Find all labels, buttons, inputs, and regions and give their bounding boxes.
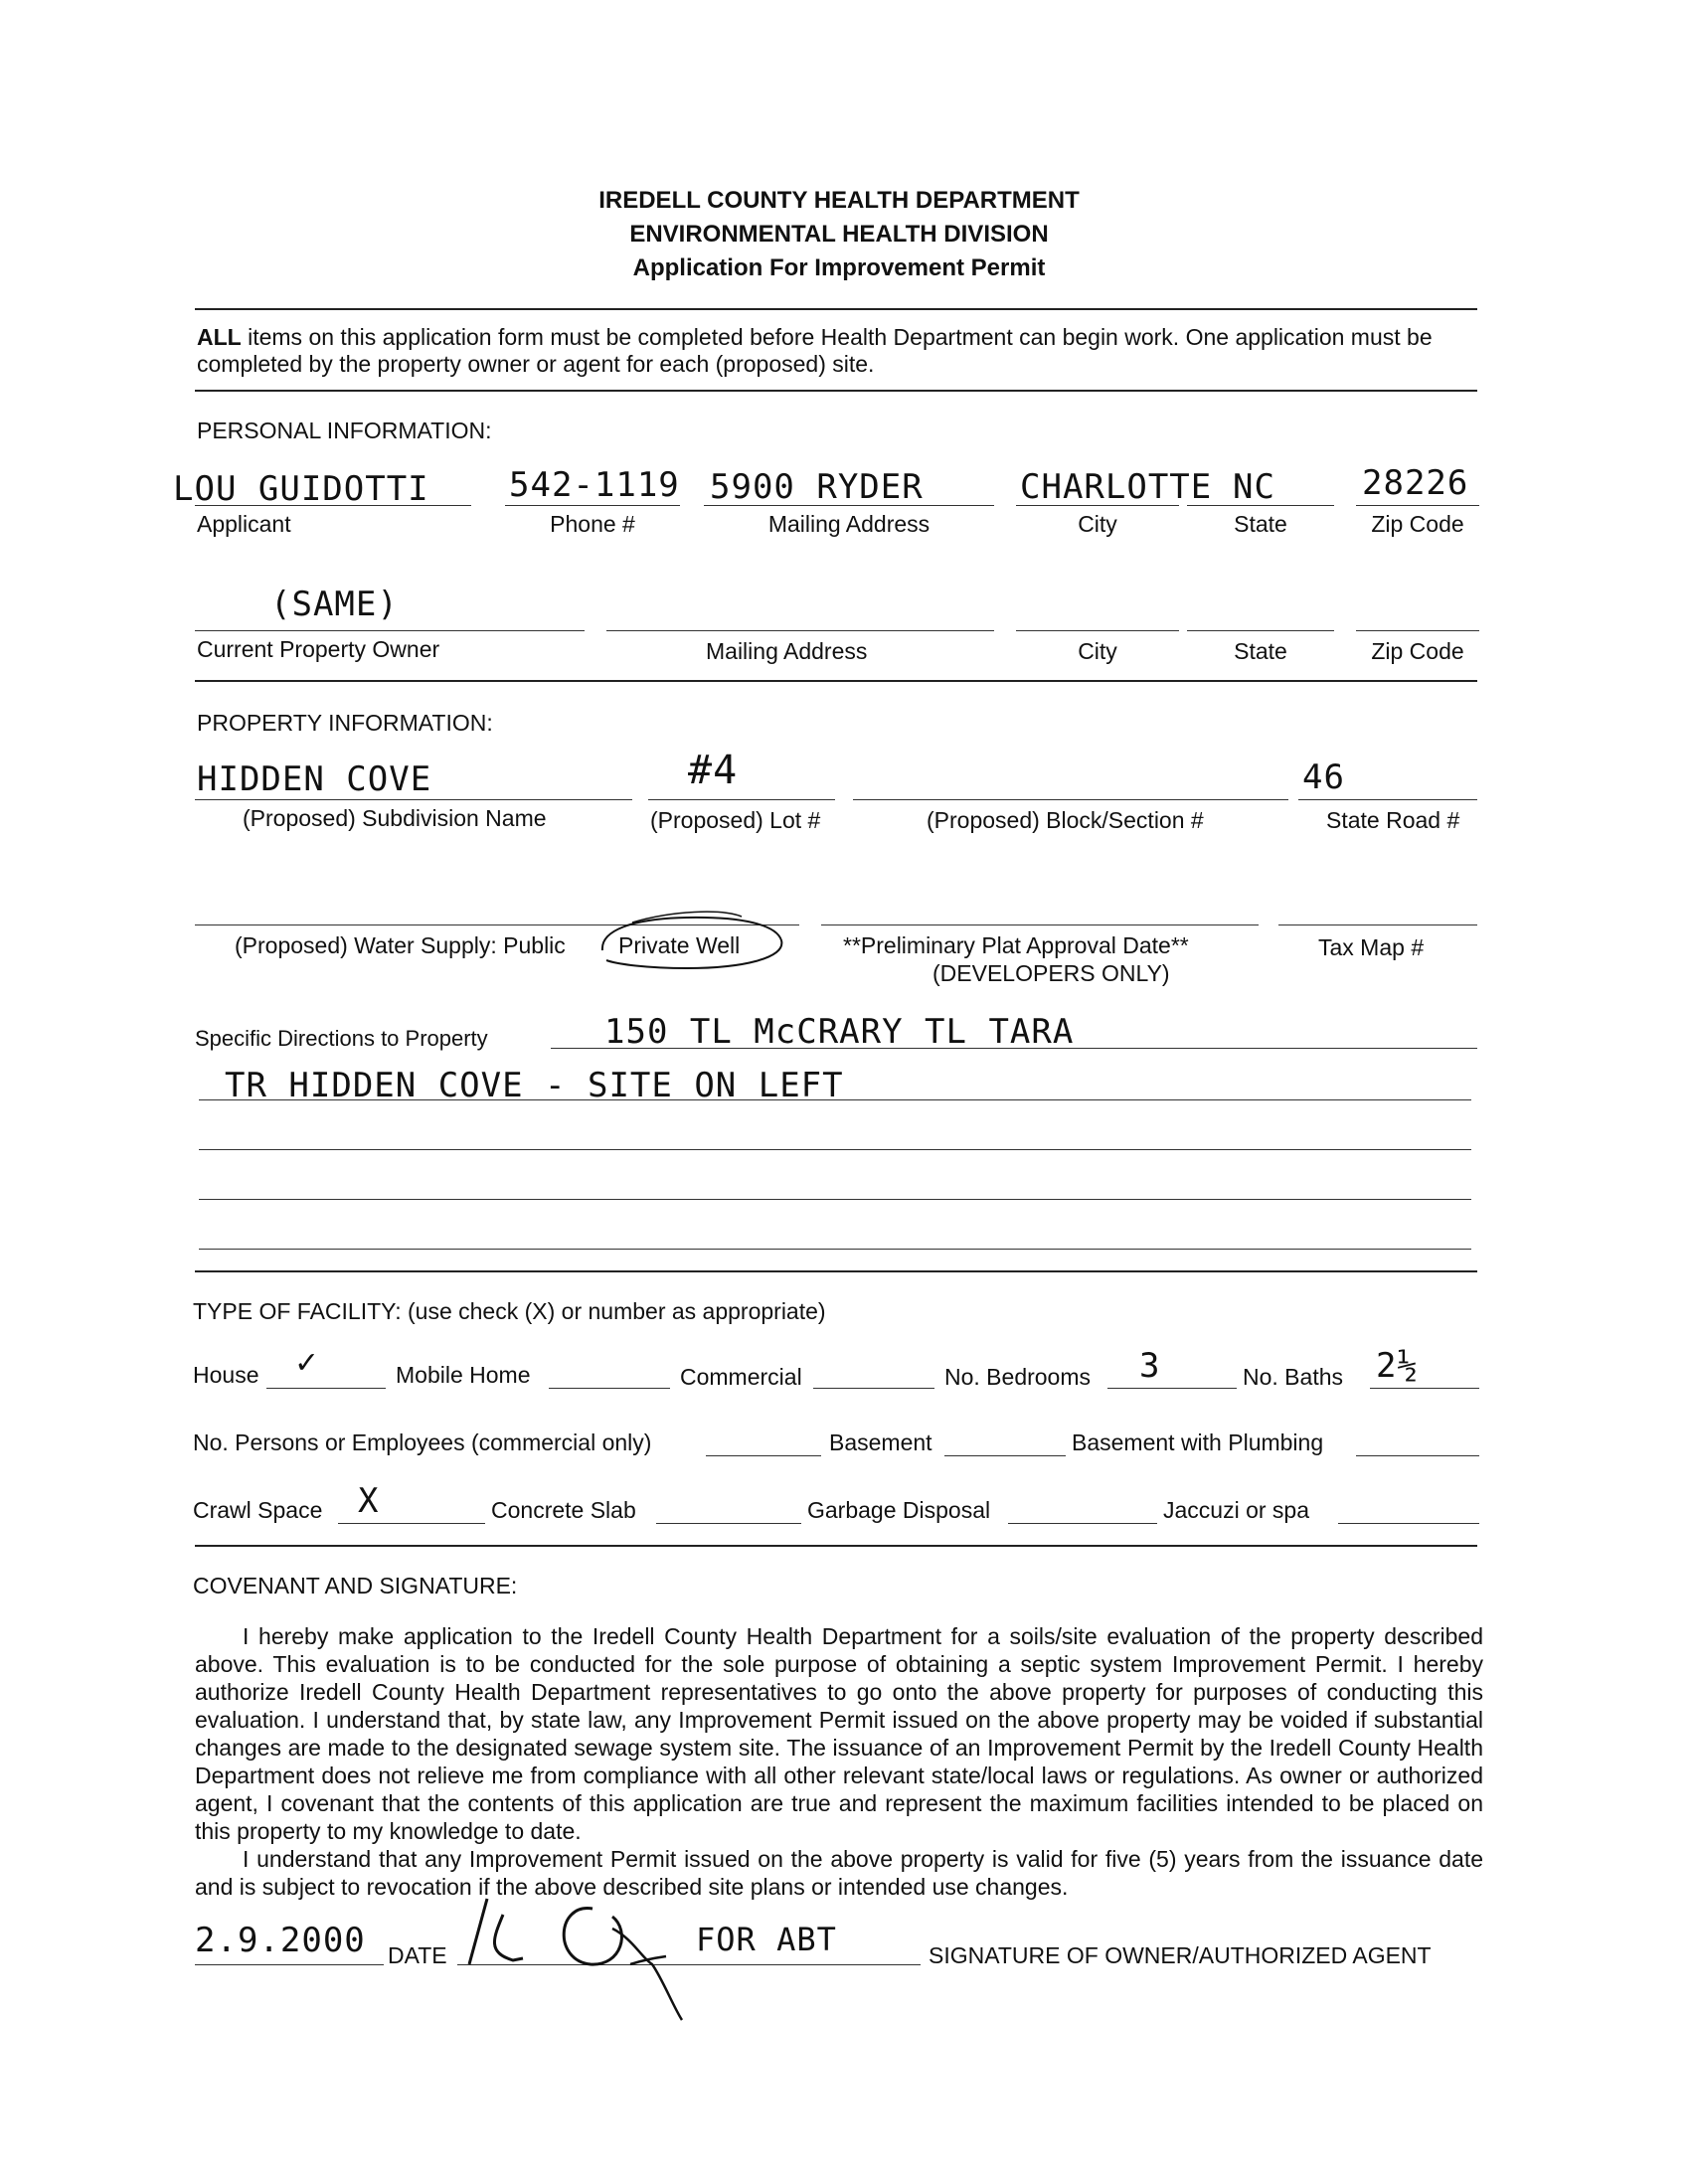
signature-label: SIGNATURE OF OWNER/AUTHORIZED AGENT [929, 1942, 1432, 1968]
city-line [1016, 505, 1179, 506]
directions-line-5 [199, 1249, 1471, 1250]
intro-rule [195, 390, 1477, 392]
date-line [195, 1964, 384, 1965]
covenant-heading: COVENANT AND SIGNATURE: [193, 1573, 518, 1598]
house-value[interactable]: ✓ [296, 1342, 318, 1382]
owner-state-label: State [1234, 638, 1287, 664]
header-rule [195, 308, 1477, 310]
date-label: DATE [388, 1942, 447, 1968]
block-label: (Proposed) Block/Section # [927, 807, 1204, 833]
persons-label: No. Persons or Employees (commercial only) [193, 1429, 652, 1455]
facility-rule [195, 1545, 1477, 1547]
personal-heading: PERSONAL INFORMATION: [197, 418, 492, 443]
lot-value[interactable]: #4 [688, 748, 739, 793]
property-rule [195, 1270, 1477, 1272]
owner-label: Current Property Owner [197, 636, 440, 662]
owner-line [195, 630, 585, 631]
bedrooms-line [1107, 1388, 1237, 1389]
plat-sublabel: (DEVELOPERS ONLY) [932, 960, 1170, 986]
bedrooms-value[interactable]: 3 [1139, 1346, 1161, 1386]
circled-selection-mark [593, 901, 791, 972]
concrete-slab-line [656, 1523, 801, 1524]
directions-line2-value[interactable]: TR HIDDEN COVE - SITE ON LEFT [225, 1066, 844, 1105]
zip-value[interactable]: 28226 [1362, 463, 1469, 503]
state-value[interactable]: NC [1233, 467, 1275, 507]
covenant-paragraph-1: I hereby make application to the Iredell County Health Department for a soils/site evaluation of the property described above. This evaluation is to be conducted for the sole purpose of obtaining a septic system Improvement Permit. I hereby authorize Iredell County Health Department representatives to go onto the above property for purposes of conducting this evaluation. I understand that, by state law, any Improvement Permit issued on the above property may be voided if substantial changes are made to the designated sewage system site. The issuance of an Improvement Permit by the Iredell County Health Department does not relieve me from compliance with all other relevant state/local laws or regulations. As owner or authorized agent, I covenant that the contents of this application are true and represent the maximum facilities intended to be placed on this property to my knowledge to date. [195, 1623, 1483, 1844]
mailing-label: Mailing Address [767, 511, 931, 537]
signature-suffix[interactable]: FOR ABT [696, 1921, 837, 1958]
city-label: City [1078, 511, 1117, 537]
phone-label: Phone # [550, 511, 635, 537]
owner-zip-label: Zip Code [1371, 638, 1464, 664]
intro-body: items on this application form must be completed before Health Department can begin work. One application must be completed by the property owner or agent for each (proposed) site. [197, 324, 1433, 377]
mailing-address-value[interactable]: 5900 RYDER [710, 467, 924, 507]
concrete-slab-label: Concrete Slab [491, 1497, 636, 1523]
commercial-line [813, 1388, 934, 1389]
applicant-line [195, 505, 471, 506]
crawl-space-line [338, 1523, 485, 1524]
mailing-line [704, 505, 994, 506]
division-title: ENVIRONMENTAL HEALTH DIVISION [629, 221, 1049, 248]
taxmap-label: Tax Map # [1318, 934, 1425, 960]
directions-line-2 [199, 1099, 1471, 1100]
phone-line [505, 505, 680, 506]
owner-mailing-label: Mailing Address [706, 638, 868, 664]
intro-bold: ALL [197, 324, 242, 350]
form-title: Application For Improvement Permit [632, 254, 1046, 281]
state-label: State [1234, 511, 1287, 537]
block-line [853, 799, 1288, 800]
covenant-paragraph-2: I understand that any Improvement Permit issued on the above property is valid for five (5) years from the issuance date and is subject to revocation if the above described site plans or intended use changes. [195, 1846, 1483, 1900]
personal-rule [195, 680, 1477, 682]
basement-line [944, 1455, 1066, 1456]
road-line [1298, 799, 1477, 800]
department-title: IREDELL COUNTY HEALTH DEPARTMENT [598, 187, 1080, 214]
garbage-disposal-line [1008, 1523, 1157, 1524]
baths-value[interactable]: 2½ [1376, 1346, 1419, 1386]
jacuzzi-line [1338, 1523, 1479, 1524]
owner-zip-line [1356, 630, 1479, 631]
subdivision-line [195, 799, 632, 800]
taxmap-line [1278, 924, 1477, 925]
water-supply-label: (Proposed) Water Supply: Public [235, 932, 566, 958]
applicant-label: Applicant [197, 511, 291, 537]
directions-line-1 [551, 1048, 1477, 1049]
date-value[interactable]: 2.9.2000 [195, 1921, 366, 1960]
state-road-value[interactable]: 46 [1302, 757, 1345, 797]
bedrooms-label: No. Bedrooms [944, 1364, 1092, 1390]
garbage-disposal-label: Garbage Disposal [807, 1497, 991, 1523]
house-line [266, 1388, 386, 1389]
plat-line [821, 924, 1259, 925]
property-heading: PROPERTY INFORMATION: [197, 710, 493, 736]
subdivision-label: (Proposed) Subdivision Name [243, 805, 547, 831]
crawl-space-label: Crawl Space [193, 1497, 323, 1523]
jacuzzi-label: Jaccuzi or spa [1163, 1497, 1310, 1523]
commercial-label: Commercial [680, 1364, 802, 1390]
subdivision-value[interactable]: HIDDEN COVE [197, 759, 432, 799]
basement-plumbing-line [1356, 1455, 1479, 1456]
city-value[interactable]: CHARLOTTE [1020, 467, 1213, 507]
state-line [1187, 505, 1334, 506]
baths-label: No. Baths [1243, 1364, 1343, 1390]
facility-heading: TYPE OF FACILITY: (use check (X) or number as appropriate) [193, 1298, 826, 1324]
directions-line-3 [199, 1149, 1471, 1150]
house-label: House [193, 1362, 259, 1388]
lot-label: (Proposed) Lot # [650, 807, 821, 833]
basement-plumbing-label: Basement with Plumbing [1072, 1429, 1324, 1455]
mobile-home-label: Mobile Home [396, 1362, 531, 1388]
directions-line1-value[interactable]: 150 TL McCRARY TL TARA [604, 1012, 1075, 1052]
zip-label: Zip Code [1371, 511, 1464, 537]
basement-label: Basement [829, 1429, 932, 1455]
owner-state-line [1187, 630, 1334, 631]
persons-line [706, 1455, 821, 1456]
owner-mailing-line [606, 630, 994, 631]
directions-label: Specific Directions to Property [195, 1026, 488, 1051]
zip-line [1356, 505, 1479, 506]
private-well-option[interactable]: Private Well [618, 932, 741, 958]
mobile-home-line [549, 1388, 670, 1389]
road-label: State Road # [1326, 807, 1460, 833]
phone-value[interactable]: 542-1119 [509, 465, 680, 505]
baths-line [1370, 1388, 1479, 1389]
crawl-space-value[interactable]: X [358, 1481, 380, 1521]
covenant-text [195, 1622, 1483, 1901]
plat-label: **Preliminary Plat Approval Date** [843, 932, 1189, 958]
intro-text [197, 324, 1479, 378]
owner-value[interactable]: (SAME) [270, 585, 399, 624]
owner-city-label: City [1078, 638, 1117, 664]
applicant-name-value[interactable]: LOU GUIDOTTI [173, 469, 429, 509]
owner-city-line [1016, 630, 1179, 631]
directions-line-4 [199, 1199, 1471, 1200]
lot-line [648, 799, 835, 800]
signature-scrawl [453, 1869, 732, 2028]
